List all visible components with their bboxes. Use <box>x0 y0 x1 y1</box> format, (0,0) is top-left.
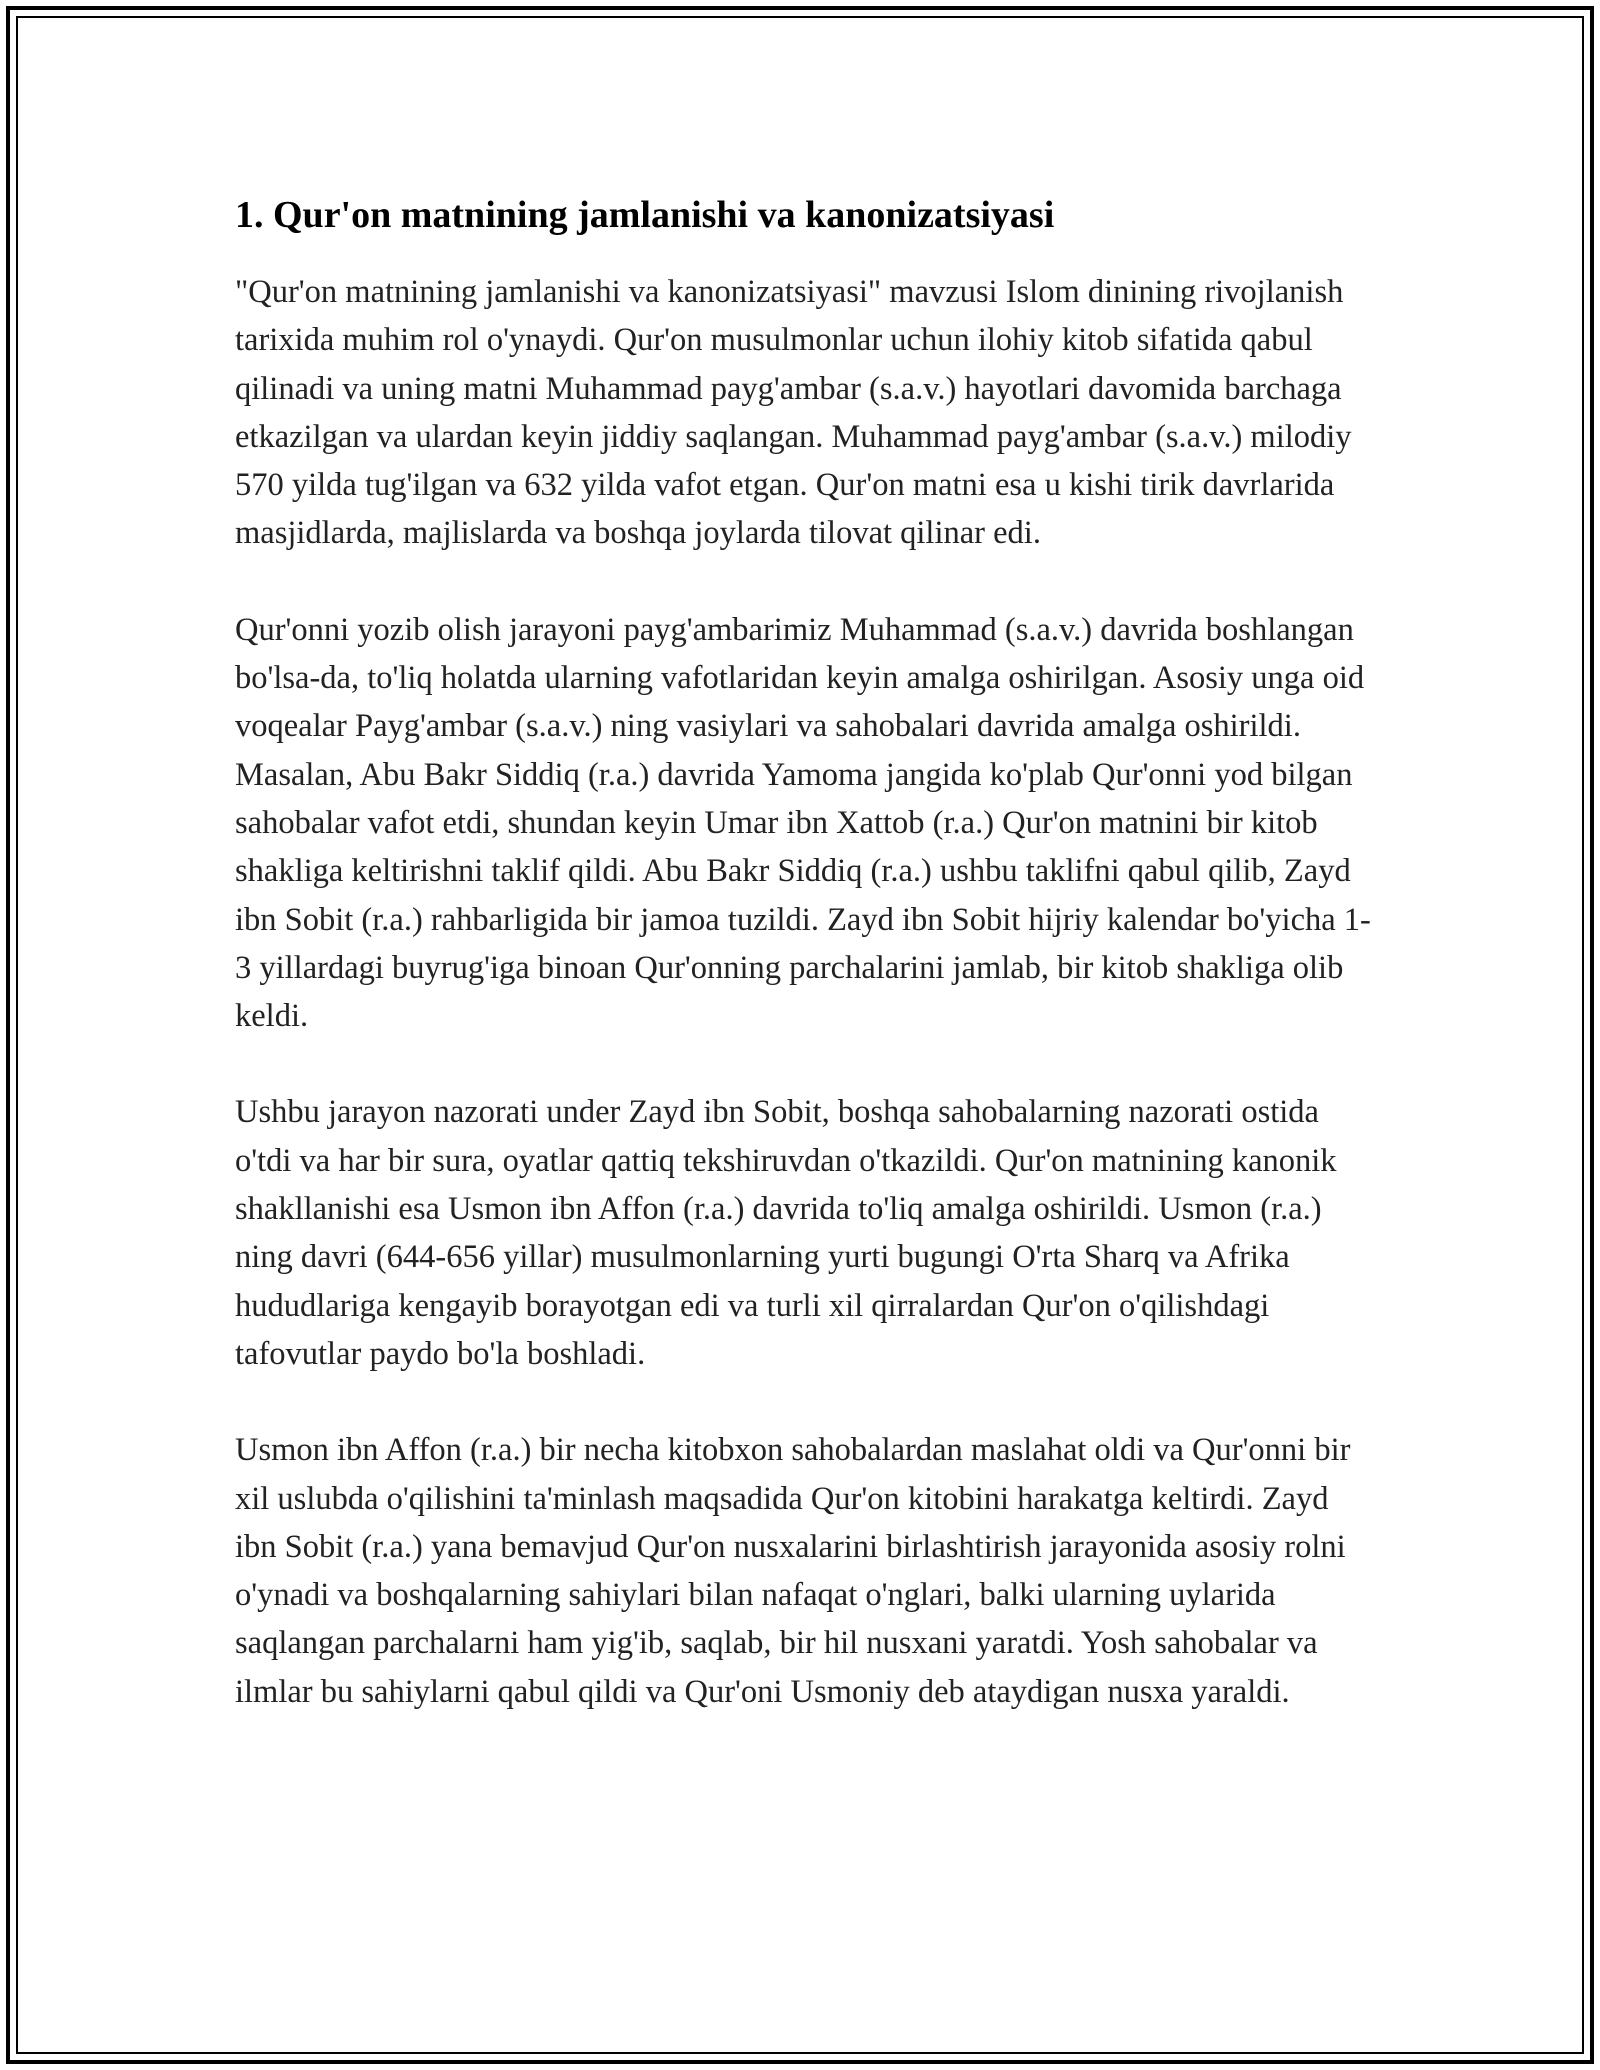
document-title: 1. Qur'on matnining jamlanishi va kanonizatsiyasi <box>235 194 1055 236</box>
paragraph-4: Usmon ibn Affon (r.a.) bir necha kitobxon sahobalardan maslahat oldi va Qur'onni bir xil uslubda o'qilishini ta'minlash maqsadida Qur'on kitobini harakatga keltirdi. Zayd ibn Sobit (r.a.) yana bemavjud Qur'on nusxalarini birlashtirish jarayonida asosiy rolni o'ynadi va boshqalarning sahiylari bilan nafaqat o'nglari, balki ularning uylarida saqlangan parchalarni ham yig'ib, saqlab, bir hil nusxani yaratdi. Yosh sahobalar va ilmlar bu sahiylarni qabul qildi va Qur'oni Usmoniy deb ataydigan nusxa yaraldi. <box>235 1432 1351 1710</box>
document-body <box>235 188 1375 1764</box>
paragraph-3: Ushbu jarayon nazorati under Zayd ibn Sobit, boshqa sahobalarning nazorati ostida o'tdi va har bir sura, oyatlar qattiq tekshiruvdan o'tkazildi. Qur'on matnining kanonik shakllanishi esa Usmon ibn Affon (r.a.) davrida to'liq amalga oshirildi. Usmon (r.a.) ning davri (644-656 yillar) musulmonlarning yurti bugungi O'rta Sharq va Afrika hududlariga kengayib borayotgan edi va turli xil qirralardan Qur'on o'qilishdagi tafovutlar paydo bo'la boshladi. <box>235 1094 1337 1372</box>
paragraph-1: "Qur'on matnining jamlanishi va kanonizatsiyasi" mavzusi Islom dinining rivojlanish tarixida muhim rol o'ynaydi. Qur'on musulmonlar uchun ilohiy kitob sifatida qabul qilinadi va uning matni Muhammad payg'ambar (s.a.v.) hayotlari davomida barchaga etkazilgan va ulardan keyin jiddiy saqlangan. Muhammad payg'ambar (s.a.v.) milodiy 570 yilda tug'ilgan va 632 yilda vafot etgan. Qur'on matni esa u kishi tirik davrlarida masjidlarda, majlislarda va boshqa joylarda tilovat qilinar edi. <box>235 274 1352 552</box>
paragraph-2: Qur'onni yozib olish jarayoni payg'ambarimiz Muhammad (s.a.v.) davrida boshlangan bo'lsa-da, to'liq holatda ularning vafotlaridan keyin amalga oshirilgan. Asosiy unga oid voqealar Payg'ambar (s.a.v.) ning vasiylari va sahobalari davrida amalga oshirildi. Masalan, Abu Bakr Siddiq (r.a.) davrida Yamoma jangida ko'plab Qur'onni yod bilgan sahobalar vafot etdi, shundan keyin Umar ibn Xattob (r.a.) Qur'on matnini bir kitob shakliga keltirishni taklif qildi. Abu Bakr Siddiq (r.a.) ushbu taklifni qabul qilib, Zayd ibn Sobit (r.a.) rahbarligida bir jamoa tuzildi. Zayd ibn Sobit hijriy kalendar bo'yicha 1-3 yillardagi buyrug'iga binoan Qur'onning parchalarini jamlab, bir kitob shakliga olib keldi. <box>235 611 1371 1035</box>
